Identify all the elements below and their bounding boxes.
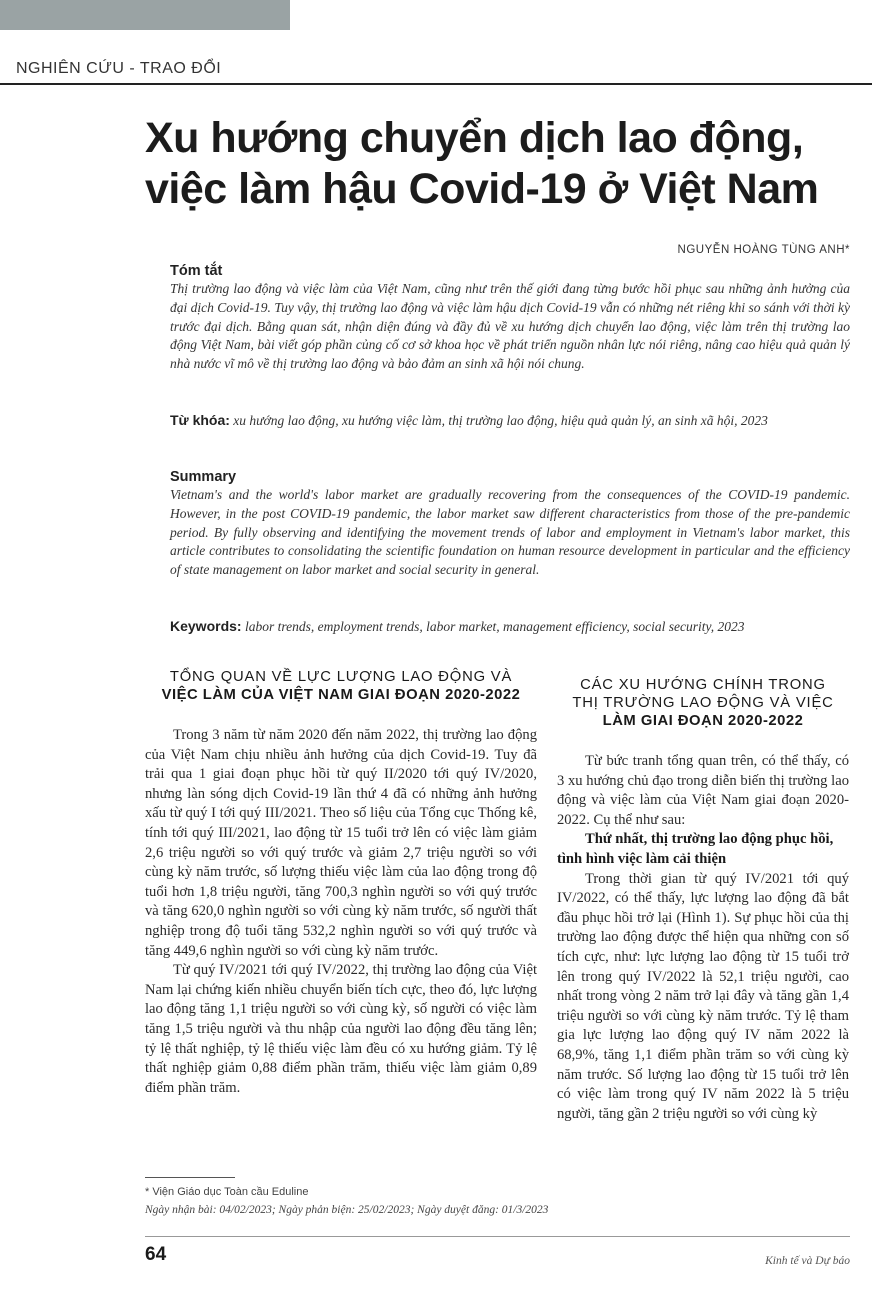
author-name: NGUYỄN HOÀNG TÙNG ANH*	[677, 244, 850, 256]
footnote-affiliation: * Viện Giáo dục Toàn cầu Eduline	[145, 1186, 309, 1198]
footnote-dates: Ngày nhận bài: 04/02/2023; Ngày phản biện: 25/02/2023; Ngày duyệt đăng: 01/3/2023	[145, 1204, 549, 1216]
left-heading-line-1: TỔNG QUAN VỀ LỰC LƯỢNG LAO ĐỘNG VÀ	[169, 669, 513, 685]
right-intro-paragraph: Từ bức tranh tổng quan trên, có thể thấy, có 3 xu hướng chủ đạo trong diễn biến thị trường lao động và việc làm của Việt Nam giai đoạn 2020-2022. Cụ thể như sau:	[557, 753, 849, 828]
right-paragraph: Trong thời gian từ quý IV/2021 tới quý IV/2022, có thể thấy, lực lượng lao động đã bắt đầu phục hồi trở lại (Hình 1). Sự phục hồi của thị trường lao động được thể hiện qua những con số tích cực, như: lực lượng lao động từ 15 tuổi trở lên trong quý IV/2022 là 52,1 triệu người, cao nhất trong vòng 2 năm trở lại đây và tăng gần 1,4 triệu người so với cùng kỳ năm trước. Tỷ lệ tham gia lực lượng lao động quý IV năm 2022 là 68,9%, tăng 1,1 điểm phần trăm so với cùng kỳ năm trước. Số lượng lao động từ 15 tuổi trở lên có việc làm trong quý IV năm 2022 là 5 triệu người, tăng gần 2 triệu người so với cùng kỳ	[557, 870, 849, 1122]
right-heading-line-1: CÁC XU HƯỚNG CHÍNH TRONG	[580, 677, 826, 693]
header-rule	[0, 83, 872, 85]
keywords-en	[170, 617, 850, 637]
right-subheading: Thứ nhất, thị trường lao động phục hồi, tình hình việc làm cải thiện	[557, 831, 834, 867]
keywords-vi-label: Từ khóa:	[170, 412, 230, 428]
abstract-en-text: Vietnam's and the world's labor market are gradually recovering from the consequences of the COVID-19 pandemic. However, in the post COVID-19 pandemic, the labor market saw different characteristics from those of the pre-pandemic period. By fully observing and identifying the movement trends of labor and employment in Vietnam's labor market, this article contributes to consolidating the scientific foundation on human resource development in particular and the efficiency of state management on labor market and social security in general.	[170, 487, 850, 578]
left-column	[145, 668, 537, 1098]
top-bar-strip	[0, 0, 290, 30]
abstract-vi-text: Thị trường lao động và việc làm của Việt Nam, cũng như trên thế giới đang từng bước hồi phục sau những ảnh hưởng của đại dịch Covid-19. Tuy vậy, thị trường lao động và việc làm hậu dịch Covid-19 vẫn có những nét riêng khi so sánh với thời kỳ trước đại dịch. Bằng quan sát, nhận diện đúng và đầy đủ về xu hướng dịch chuyển lao động, việc làm trên thị trường lao động Việt Nam, bài viết góp phần củng cố cơ sở khoa học về phát triển nguồn nhân lực nói riêng, nâng cao hiệu quả quản lý nhà nước vĩ mô về thị trường lao động và bảo đảm an sinh xã hội nói chung.	[170, 281, 850, 372]
footnote-rule	[145, 1177, 235, 1178]
abstract-vi	[170, 262, 850, 374]
abstract-en-heading: Summary	[170, 469, 237, 485]
abstract-vi-heading: Tóm tắt	[170, 263, 223, 279]
right-section-heading	[557, 676, 849, 730]
footer-rule	[145, 1236, 850, 1237]
left-paragraph-2: Từ quý IV/2021 tới quý IV/2022, thị trường lao động của Việt Nam lại chứng kiến nhiều chuyển biến tích cực, theo đó, lực lượng lao động tăng 1,1 triệu người so với cùng kỳ, số người có việc làm tăng 1,5 triệu người và thu nhập của người lao động đều tăng lên; tỷ lệ thất nghiệp, tỷ lệ thiếu việc làm đều có xu hướng giảm. Tỷ lệ thất nghiệp giảm 0,88 điểm phần trăm, thiếu việc làm giảm 0,89 điểm phần trăm.	[145, 962, 537, 1096]
left-section-heading	[145, 668, 537, 704]
title-line-2: việc làm hậu Covid-19 ở Việt Nam	[145, 165, 819, 213]
keywords-vi-text: xu hướng lao động, xu hướng việc làm, thị trường lao động, hiệu quả quản lý, an sinh xã hội, 2023	[233, 413, 768, 428]
article-title	[145, 113, 865, 215]
keywords-vi	[170, 411, 850, 431]
keywords-en-text: labor trends, employment trends, labor market, management efficiency, social security, 2023	[244, 619, 745, 634]
top-bar	[0, 0, 872, 30]
abstract-en	[170, 468, 850, 580]
right-heading-line-2: THỊ TRƯỜNG LAO ĐỘNG VÀ VIỆC	[572, 695, 834, 711]
title-line-1: Xu hướng chuyển dịch lao động,	[145, 114, 804, 162]
left-paragraph-1: Trong 3 năm từ năm 2020 đến năm 2022, thị trường lao động của Việt Nam chịu nhiều ảnh hưởng của dịch Covid-19. Tuy đã trải qua 1 giai đoạn phục hồi từ quý II/2020 tới quý IV/2020, nhưng làn sóng dịch Covid-19 lần thứ 4 đã có những ảnh hưởng xấu từ quý I tới quý III/2021. Theo số liệu của Tổng cục Thống kê, tính tới quý III/2021, lao động từ 15 tuổi trở lên có việc làm giảm 2,6 triệu người so với quý trước và giảm 2,7 triệu người so với cùng kỳ năm trước, số lượng thiếu việc làm của lao động trong độ tuổi hơn 1,8 triệu người, tăng 700,3 nghìn người so với quý trước và tăng 620,0 nghìn người so với cùng kỳ năm trước, số người thất nghiệp trong độ tuổi tăng 532,2 nghìn người so với quý trước và tăng 449,6 nghìn người so với cùng kỳ năm trước.	[145, 727, 537, 959]
left-heading-line-2: VIỆC LÀM CỦA VIỆT NAM GIAI ĐOẠN 2020-2022	[161, 687, 521, 703]
page-number: 64	[145, 1244, 167, 1265]
keywords-en-label: Keywords:	[170, 618, 242, 634]
journal-name: Kinh tế và Dự báo	[765, 1255, 850, 1267]
section-label: NGHIÊN CỨU - TRAO ĐỔI	[16, 60, 222, 77]
right-column	[557, 676, 849, 1124]
right-heading-line-3: LÀM GIAI ĐOẠN 2020-2022	[602, 713, 804, 729]
